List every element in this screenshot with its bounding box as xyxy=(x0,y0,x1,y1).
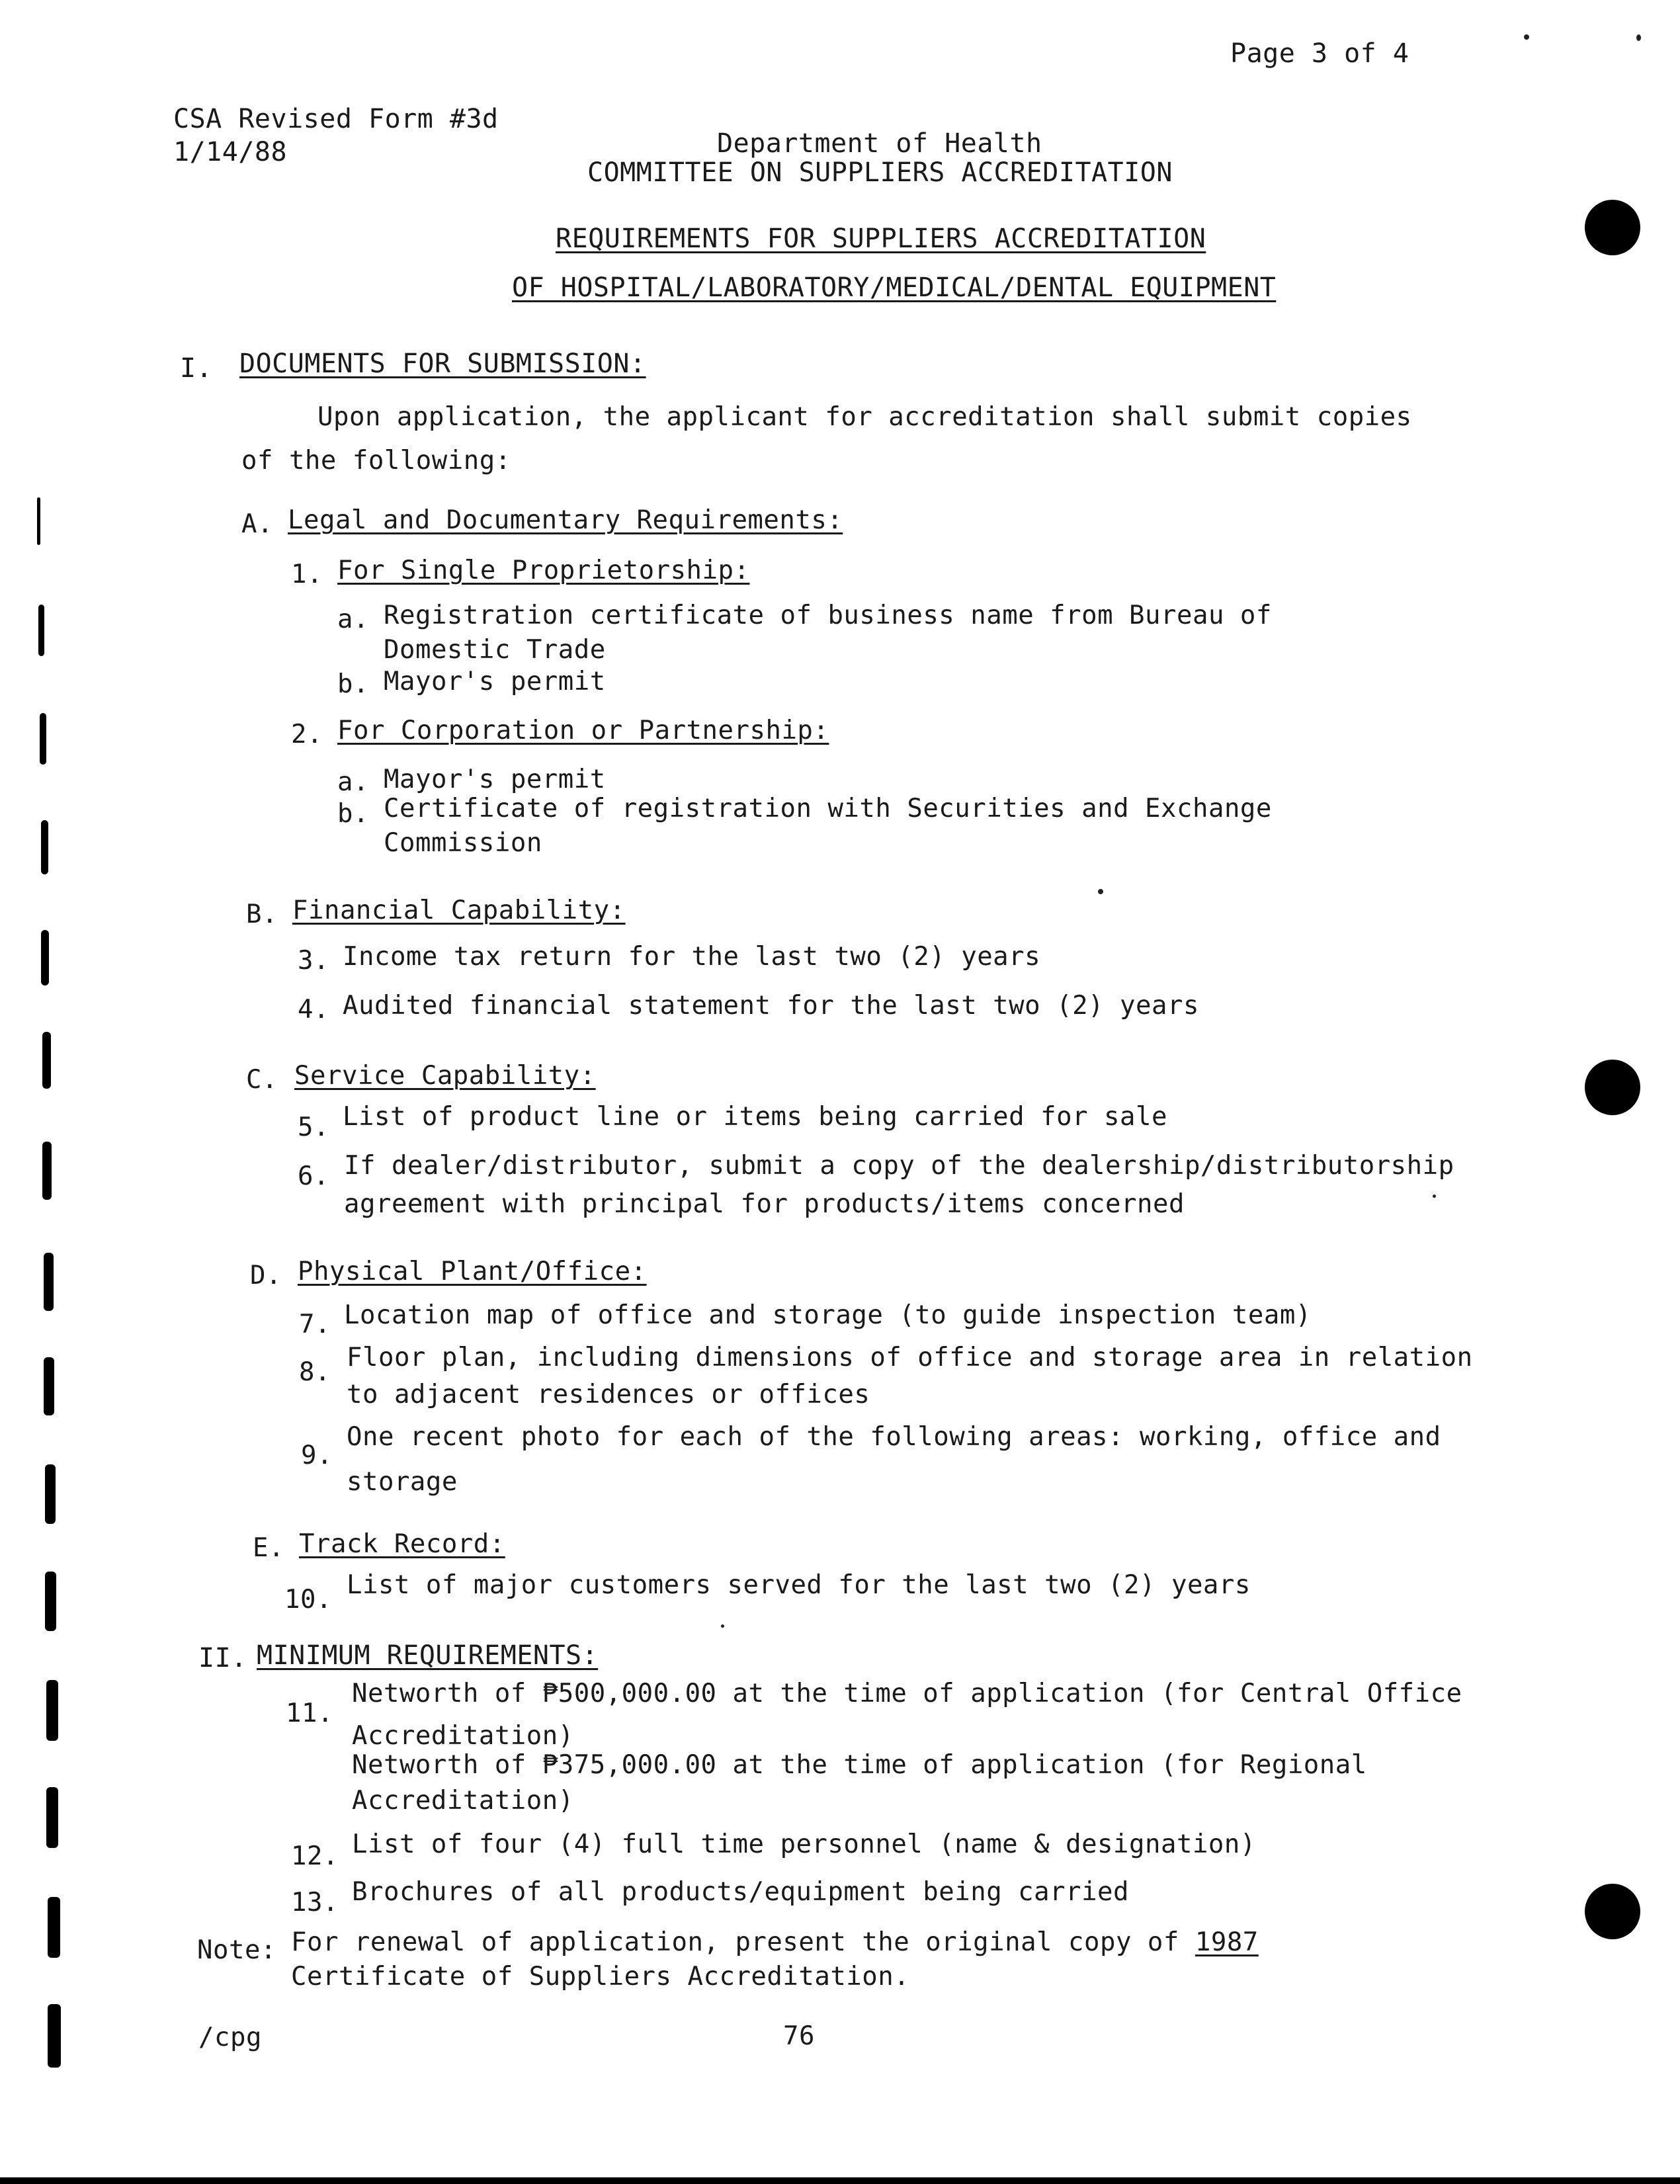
section-1-heading: DOCUMENTS FOR SUBMISSION: xyxy=(239,349,646,379)
scan-mark xyxy=(45,1572,56,1631)
item-7-number: 7. xyxy=(299,1310,331,1339)
item-10-text: List of major customers served for the last two (2) years xyxy=(347,1570,1251,1600)
item-9-line2: storage xyxy=(347,1467,458,1497)
scan-mark xyxy=(46,1787,58,1848)
section-1-intro-line1: Upon application, the applicant for accreditation shall submit copies xyxy=(317,402,1412,432)
item-8-line2: to adjacent residences or offices xyxy=(347,1380,870,1409)
item-10-number: 10. xyxy=(284,1585,332,1615)
item-11-line1: Networth of ₱500,000.00 at the time of application (for Central Office xyxy=(352,1679,1462,1708)
item-2b-line1: Certificate of registration with Securities and Exchange xyxy=(384,794,1272,823)
item-3-number: 3. xyxy=(298,946,329,976)
subsection-a-heading: Legal and Documentary Requirements: xyxy=(288,505,843,535)
department-name: Department of Health xyxy=(717,128,1042,159)
committee-name: COMMITTEE ON SUPPLIERS ACCREDITATION xyxy=(587,157,1173,188)
scan-speck xyxy=(721,1624,724,1628)
section-1-intro-line2: of the following: xyxy=(241,446,511,476)
note-line2: Certificate of Suppliers Accreditation. xyxy=(291,1962,910,1992)
note-line1 xyxy=(291,1926,1259,1959)
scan-speck xyxy=(1636,34,1641,41)
item-6-line2: agreement with principal for products/items concerned xyxy=(344,1189,1185,1219)
item-5-number: 5. xyxy=(298,1113,329,1142)
subsection-c-heading: Service Capability: xyxy=(294,1061,596,1091)
subsection-e-letter: E. xyxy=(253,1533,284,1563)
item-12-text: List of four (4) full time personnel (name & designation) xyxy=(352,1829,1256,1859)
scan-mark xyxy=(46,1680,58,1741)
scan-mark xyxy=(42,1032,51,1089)
binder-hole-middle xyxy=(1585,1060,1640,1115)
section-2-number: II. xyxy=(198,1643,247,1673)
item-8-line1: Floor plan, including dimensions of office and storage area in relation xyxy=(347,1343,1473,1372)
subsection-d-heading: Physical Plant/Office: xyxy=(298,1257,647,1286)
subsection-d-letter: D. xyxy=(250,1261,282,1290)
scan-speck xyxy=(1098,889,1103,894)
scan-speck xyxy=(1524,34,1529,40)
item-11-line3: Networth of ₱375,000.00 at the time of application (for Regional xyxy=(352,1750,1367,1780)
item-12-number: 12. xyxy=(291,1841,339,1871)
note-line1-text: For renewal of application, present the original copy of xyxy=(291,1927,1195,1957)
scan-mark xyxy=(41,820,48,874)
item-11-number: 11. xyxy=(286,1699,333,1728)
binder-hole-top xyxy=(1585,200,1640,255)
item-1b-letter: b. xyxy=(337,669,369,699)
section-1-number: I. xyxy=(180,353,213,384)
note-year: 1987 xyxy=(1195,1927,1259,1957)
scan-mark xyxy=(40,713,46,765)
item-8-number: 8. xyxy=(299,1357,331,1387)
item-9-line1: One recent photo for each of the following areas: working, office and xyxy=(347,1422,1441,1452)
subsection-a-letter: A. xyxy=(241,509,273,539)
item-2b-line2: Commission xyxy=(384,828,542,858)
item-3-text: Income tax return for the last two (2) years xyxy=(343,942,1041,972)
section-2-heading: MINIMUM REQUIREMENTS: xyxy=(257,1640,599,1671)
footer-initials: /cpg xyxy=(198,2023,262,2052)
page-number: Page 3 of 4 xyxy=(1230,38,1409,69)
note-label: Note: xyxy=(197,1935,276,1965)
item-2a-text: Mayor's permit xyxy=(384,765,606,794)
item-4-text: Audited financial statement for the last two (2) years xyxy=(343,991,1199,1021)
item-1a-letter: a. xyxy=(337,605,369,634)
item-11-line4: Accreditation) xyxy=(352,1786,574,1816)
document-title-line1: REQUIREMENTS FOR SUPPLIERS ACCREDITATION xyxy=(556,224,1206,254)
item-13-text: Brochures of all products/equipment being carried xyxy=(352,1877,1130,1907)
form-date: 1/14/88 xyxy=(173,137,288,167)
form-id: CSA Revised Form #3d xyxy=(173,104,499,134)
subsection-b-heading: Financial Capability: xyxy=(292,896,626,925)
item-5-text: List of product line or items being carried for sale xyxy=(343,1102,1167,1132)
item-1a-line2: Domestic Trade xyxy=(384,635,606,665)
footer-page-number: 76 xyxy=(783,2021,815,2051)
item-2b-letter: b. xyxy=(337,799,369,829)
subsection-c-letter: C. xyxy=(246,1065,278,1095)
item-4-number: 4. xyxy=(298,995,329,1025)
item-6-line1: If dealer/distributor, submit a copy of the dealership/distributorship xyxy=(344,1151,1454,1181)
scan-mark xyxy=(38,605,44,656)
item-2-heading: For Corporation or Partnership: xyxy=(337,716,829,745)
subsection-b-letter: B. xyxy=(246,900,278,929)
binder-hole-bottom xyxy=(1585,1884,1640,1939)
subsection-e-heading: Track Record: xyxy=(299,1529,505,1559)
document-title-line2: OF HOSPITAL/LABORATORY/MEDICAL/DENTAL EQUIPMENT xyxy=(512,273,1277,303)
scan-mark xyxy=(48,2004,61,2068)
item-7-text: Location map of office and storage (to guide inspection team) xyxy=(344,1300,1312,1330)
scan-mark xyxy=(44,1253,54,1311)
scan-mark xyxy=(42,1142,52,1200)
item-1b-text: Mayor's permit xyxy=(384,667,606,696)
scan-mark xyxy=(45,1464,56,1524)
scan-mark xyxy=(44,1357,54,1415)
item-1-heading: For Single Proprietorship: xyxy=(337,556,750,585)
scan-mark xyxy=(48,1897,60,1958)
item-11-line2: Accreditation) xyxy=(352,1721,574,1751)
item-2a-letter: a. xyxy=(337,767,369,797)
item-1-number: 1. xyxy=(291,560,323,589)
item-2-number: 2. xyxy=(291,720,323,749)
scan-mark xyxy=(37,497,40,545)
item-1a-line1: Registration certificate of business name from Bureau of xyxy=(384,601,1272,630)
scan-mark xyxy=(41,930,49,986)
item-9-number: 9. xyxy=(301,1441,333,1470)
scan-speck xyxy=(1433,1195,1436,1198)
item-13-number: 13. xyxy=(291,1888,339,1917)
scan-bottom-edge xyxy=(0,2177,1680,2184)
item-6-number: 6. xyxy=(298,1161,329,1191)
